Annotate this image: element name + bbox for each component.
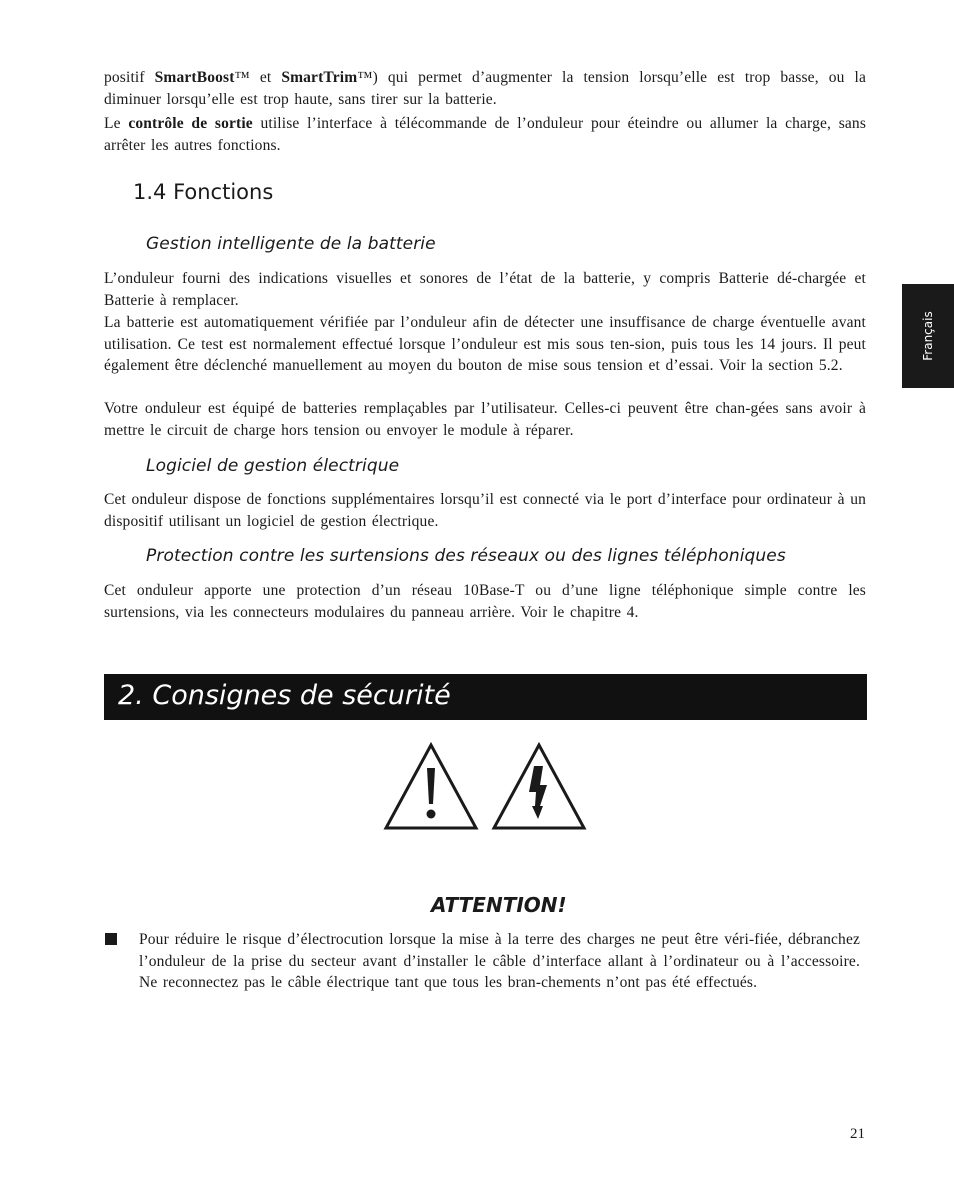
battery-paragraph-2: La batterie est automatiquement vérifiée par l’onduleur afin de détecter une insuffisance de charge éventuelle avant utilisation. Ce test est normalement effectué lorsque l’onduleur est mis sous ten-sion, puis tous les 14 jours. Il peut également être déclenché manuellement au moyen du bouton de mise sous tension et d’essai. Voir la section 5.2. [104,314,866,374]
smarttrim-term: SmartTrim [281,69,358,86]
intro-text-c: ™) qui permet d’augmenter la tension lorsqu’elle est trop basse, ou la diminuer lorsqu’elle est trop haute, sans tirer sur la batterie. [104,69,866,108]
output-control-term: contrôle de sortie [128,115,253,132]
smartboost-term: SmartBoost [154,69,235,86]
software-paragraph: Cet onduleur dispose de fonctions supplémentaires lorsqu’il est connecté via le port d’interface pour ordinateur à un dispositif utilisant un logiciel de gestion électrique. [104,491,866,530]
electric-shock-icon [494,745,584,828]
language-tab [902,284,954,388]
battery-paragraph-1: L’onduleur fourni des indications visuelles et sonores de l’état de la batterie, y compris Batterie dé-chargée et Batterie à remplacer. [104,270,866,309]
intro-paragraph-smartboost [104,67,866,110]
section-title-fonctions: 1.4 Fonctions [133,180,274,204]
section-banner-safety [104,674,867,720]
section-title-safety: 2. Consignes de sécurité [118,680,451,711]
output-text-b: utilise l’interface à télécommande de l’onduleur pour éteindre ou allumer la charge, sans arrêter les autres fonctions. [104,115,867,154]
subheading-power-software: Logiciel de gestion électrique [146,456,400,476]
intro-text-b: ™ et [234,69,282,86]
subheading-battery-management: Gestion intelligente de la batterie [146,234,436,254]
bullet-square [105,933,117,945]
output-text-a: Le [104,115,129,132]
warning-icons [383,742,589,832]
subheading-surge-protection: Protection contre les surtensions des réseaux ou des lignes téléphoniques [146,546,786,566]
surge-paragraph: Cet onduleur apporte une protection d’un réseau 10Base-T ou d’une ligne téléphonique simple contre les surtensions, via les connecteurs modulaires du panneau arrière. Voir le chapitre 4. [104,582,866,621]
language-tab-label: Français [921,311,935,361]
attention-heading: ATTENTION! [431,893,567,917]
page-number: 21 [850,1126,865,1142]
warning-exclamation-icon [386,745,476,828]
safety-warning-text: Pour réduire le risque d’électrocution lorsque la mise à la terre des charges ne peut être véri-fiée, débranchez l’onduleur de la prise du secteur avant d’installer le câble d’interface allant à l’ordinateur ou à l’accessoire. Ne reconnectez pas le câble électrique tant que tous les bran-chements n’ont pas été effectués. [139,931,860,991]
intro-paragraph-output-control [104,113,866,156]
intro-text-a: positif [104,69,155,86]
battery-paragraph-3: Votre onduleur est équipé de batteries remplaçables par l’utilisateur. Celles-ci peuvent être chan-gées sans avoir à mettre le circuit de charge hors tension ou envoyer le module à réparer. [104,400,866,439]
